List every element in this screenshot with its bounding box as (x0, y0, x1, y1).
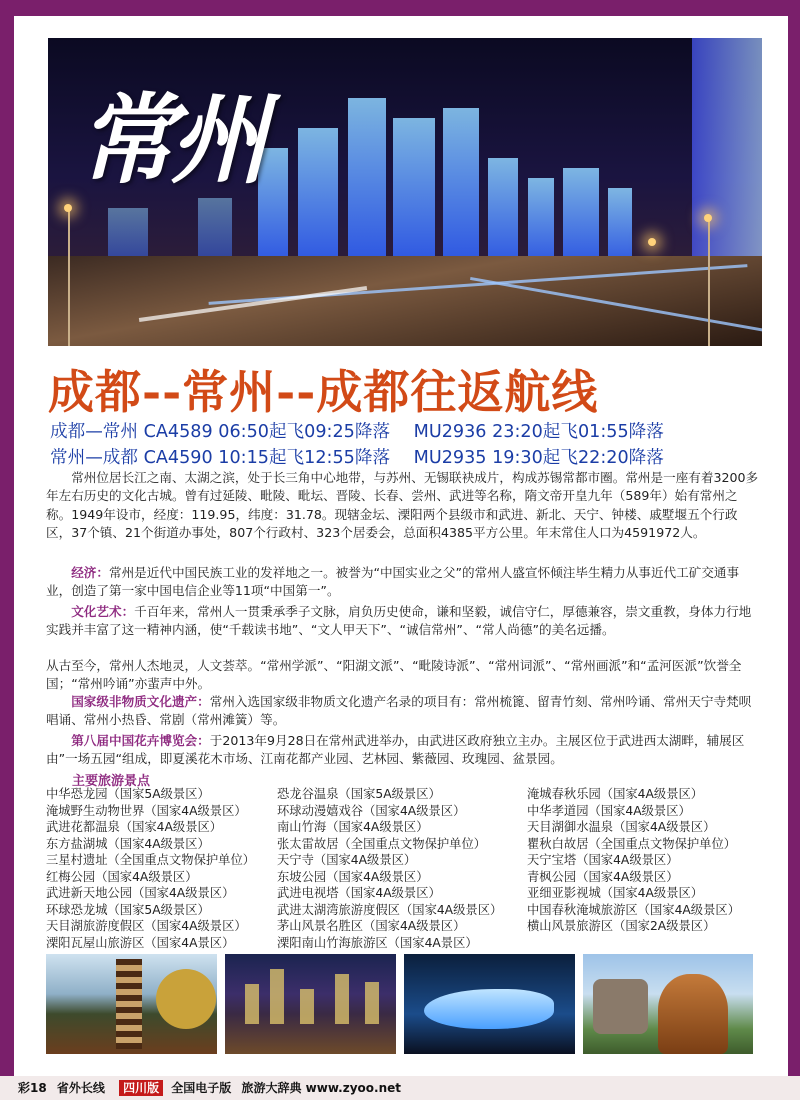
building (245, 984, 259, 1024)
building (488, 158, 518, 268)
spot-item: 亚细亚影视城（国家4A级景区） (527, 886, 704, 900)
spot-item: 武进花都温泉（国家4A级景区） (46, 820, 223, 834)
building (258, 148, 288, 268)
section-flower-expo (46, 732, 762, 769)
spot-item: 南山竹海（国家4A级景区） (277, 820, 429, 834)
spot-item: 武进电视塔（国家4A级景区） (277, 886, 441, 900)
section-culture (46, 603, 762, 640)
building (298, 128, 338, 268)
spot-item: 天宁寺（国家4A级景区） (277, 853, 417, 867)
spot-item: 横山风景旅游区（国家2A级景区） (527, 919, 716, 933)
section-text: 千百年来，常州人一贯秉承季子文脉，肩负历史使命，谦和坚毅，诚信守仁，厚德兼容，崇文重教，身体力行地实践并丰富了这一精神内涵，使“千载读书地”、“文人甲天下”、“诚信常州”、“常人尚德”的美名远播。 (46, 604, 752, 638)
spot-item: 天目湖御水温泉（国家4A级景区） (527, 820, 716, 834)
footer-brand: 旅游大辞典 www.zyoo.net (241, 1081, 401, 1095)
spot-item: 恐龙谷温泉（国家5A级景区） (277, 787, 441, 801)
intro-paragraph: 常州位居长江之南、太湖之滨，处于长三角中心地带，与苏州、无锡联袂成片，构成苏锡常都市圈。常州是一座有着3200多年左右历史的文化古城。曾有过延陵、毗陵、毗坛、晋陵、长春、尝州、武进等名称，隋文帝开皇九年（589年）始有常州之称。1949年设市，经度：119.95，纬度：31.78。现辖金坛、溧阳两个县级市和武进、新北、天宁、钟楼、戚墅堰五个行政区，37个镇、21个街道办事处，807个行政村、323个居委会，总面积4385平方公里。年末常住人口为4591972人。 (46, 470, 759, 540)
flight-route: 成都—常州 (50, 422, 138, 442)
spot-item: 淹城春秋乐园（国家4A级景区） (527, 787, 704, 801)
tower (692, 38, 762, 268)
footer-section: 省外长线 (56, 1081, 105, 1095)
flight-info: CA4589 06:50起飞09:25降落 (143, 422, 391, 442)
section-key: 第八届中国花卉博览会： (71, 733, 210, 748)
spots-column-3 (527, 786, 740, 935)
tree (156, 969, 216, 1029)
flight-route: 常州—成都 (50, 448, 138, 468)
spot-item: 武进新天地公园（国家4A级景区） (46, 886, 235, 900)
spot-item: 中华恐龙园（国家5A级景区） (46, 787, 210, 801)
spot-item: 东方盐湖城（国家4A级景区） (46, 836, 210, 851)
statue (658, 974, 728, 1054)
building (270, 969, 284, 1024)
spot-item: 环球动漫嬉戏谷（国家4A级景区） (277, 803, 466, 818)
photo-statue (583, 954, 753, 1054)
building (563, 168, 599, 268)
spots-column-1 (46, 786, 255, 951)
section-text: 常州入选国家级非物质文化遗产名录的项目有：常州梳篦、留青竹刻、常州吟诵、常州天宁寺梵呗唱诵、常州小热昏、常剧（常州滩簧）等。 (46, 694, 752, 728)
section-economy (46, 564, 762, 601)
flight-info: MU2936 23:20起飞01:55降落 (413, 422, 664, 442)
spot-item: 张太雷故居（全国重点文物保护单位） (277, 836, 487, 851)
footer-national: 全国电子版 (171, 1081, 232, 1095)
frame-right (788, 0, 800, 1100)
building (300, 989, 314, 1024)
spot-item: 三星村遗址（全国重点文物保护单位） (46, 853, 256, 867)
section-key: 国家级非物质文化遗产： (71, 694, 210, 709)
street-lamp (704, 214, 712, 222)
spot-item: 东坡公园（国家4A级景区） (277, 869, 429, 884)
frame-left (0, 0, 14, 1100)
spot-item: 中国春秋淹城旅游区（国家4A级景区） (527, 902, 740, 917)
spot-item: 中华孝道园（国家4A级景区） (527, 803, 691, 818)
frame-top (0, 0, 800, 16)
stone-sign (593, 979, 648, 1034)
flight-info: MU2935 19:30起飞22:20降落 (413, 448, 664, 468)
section-text: 常州是近代中国民族工业的发祥地之一。被誉为“中国实业之父”的常州人盛宣怀倾注毕生精力从事近代工矿交通事业，创造了第一家中国电信企业等11项“中国第一”。 (46, 565, 740, 599)
spots-title: 主要旅游景点 (72, 774, 151, 789)
section-text: 从古至今，常州人杰地灵，人文荟萃。“常州学派”、“阳湖文派”、“毗陵诗派”、“常州词派”、“常州画派”和“孟河医派”饮誉全国；“常州吟诵”亦蜚声中外。 (46, 658, 742, 692)
footer-edition: 四川版 (119, 1080, 163, 1096)
flight-row (50, 444, 764, 469)
spot-item: 茅山风景名胜区（国家4A级景区） (277, 919, 466, 933)
pagoda (116, 959, 142, 1049)
section-culture-2 (46, 657, 762, 694)
spot-item: 武进太湖湾旅游度假区（国家4A级景区） (277, 902, 503, 917)
hero-calligraphy: 常州 (78, 83, 263, 198)
footer-page: 彩18 (18, 1081, 47, 1095)
street-lamp (64, 204, 72, 212)
building (365, 982, 379, 1024)
page-title: 成都--常州--成都往返航线 (48, 365, 599, 419)
building (348, 98, 386, 268)
footer (0, 1076, 800, 1100)
spot-item: 环球恐龙城（国家5A级景区） (46, 902, 210, 917)
spot-item: 溧阳南山竹海旅游区（国家4A景区） (277, 935, 478, 950)
building (528, 178, 554, 268)
spot-item: 红梅公园（国家4A级景区） (46, 869, 198, 884)
building (393, 118, 435, 268)
flight-row (50, 418, 764, 443)
section-text: 于2013年9月28日在常州武进举办，由武进区政府独立主办。主展区位于武进西太湖畔，辅展区由”一场五园“组成，即夏溪花木市场、江南花都产业园、艺林园、紫薇园、玫瑰园、盆景园。 (46, 733, 745, 767)
spot-item: 淹城野生动物世界（国家4A级景区） (46, 803, 247, 818)
photo-city-night (225, 954, 396, 1054)
lamp-pole (708, 218, 710, 346)
spot-item: 溧阳瓦屋山旅游区（国家4A景区） (46, 935, 235, 950)
street-lamp (648, 238, 656, 246)
spot-item: 天宁宝塔（国家4A级景区） (527, 853, 679, 867)
flight-info: CA4590 10:15起飞12:55降落 (143, 448, 391, 468)
bridge (48, 256, 762, 346)
building (335, 974, 349, 1024)
photo-modern-building (404, 954, 575, 1054)
spot-item: 青枫公园（国家4A级景区） (527, 869, 679, 884)
section-heritage (46, 693, 762, 730)
section-key: 经济： (71, 565, 109, 580)
spot-item: 瞿秋白故居（全国重点文物保护单位） (527, 836, 737, 851)
spots-column-2 (277, 786, 502, 951)
wave-building (424, 989, 554, 1029)
lamp-pole (68, 208, 70, 346)
building (443, 108, 479, 268)
photo-pagoda (46, 954, 217, 1054)
section-key: 文化艺术： (71, 604, 135, 619)
spot-item: 天目湖旅游度假区（国家4A级景区） (46, 919, 247, 933)
